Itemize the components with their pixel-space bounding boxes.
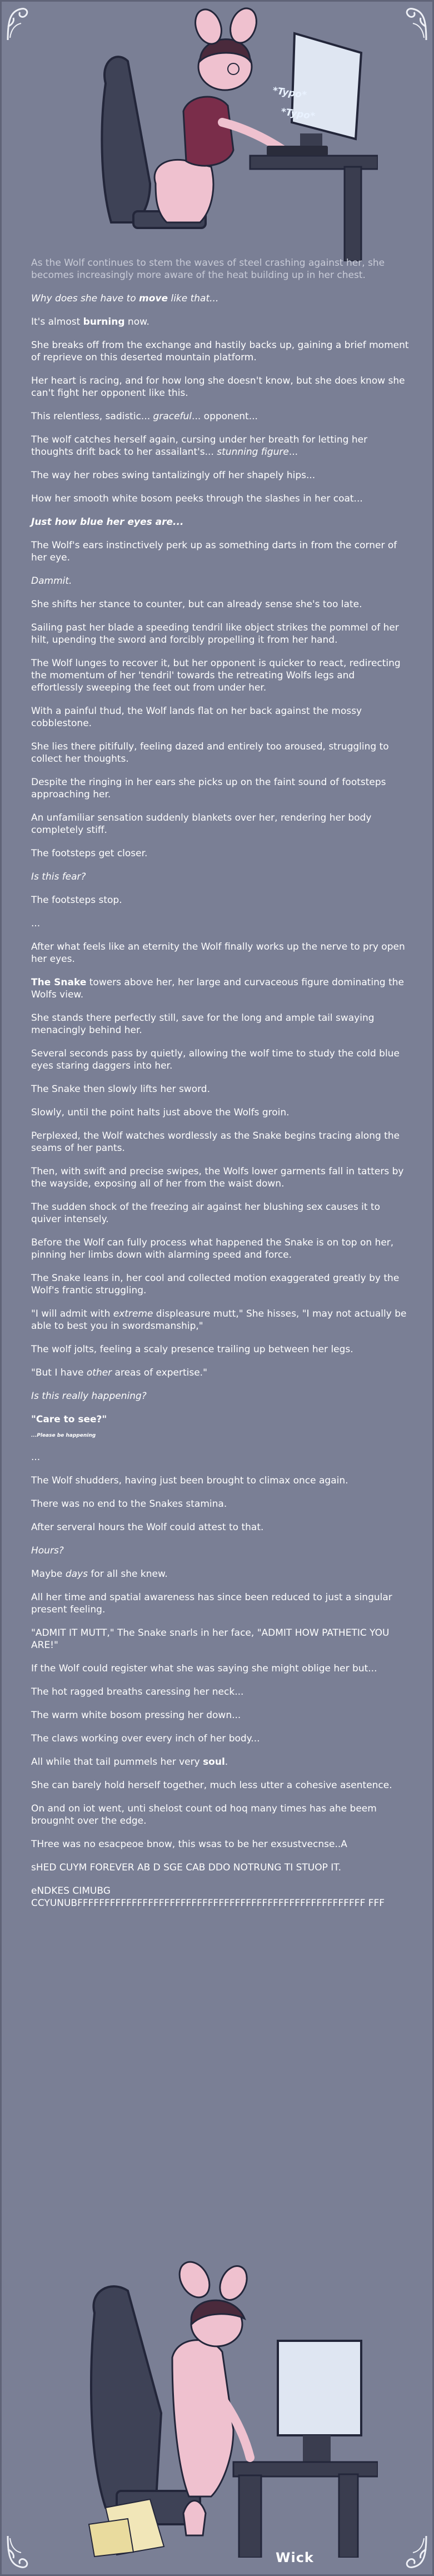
story-text-span: THree was no esacpeoe bnow, this wsas to be her exsustvecnse..A <box>31 1839 347 1850</box>
story-paragraph <box>31 1428 409 1440</box>
story-paragraph <box>31 1709 409 1721</box>
story-text-span: Her heart is racing, and for how long she doesn't know, but she does know she can't fight her opponent like this. <box>31 375 405 399</box>
story-text-span: An unfamiliar sensation suddenly blankets over her, rendering her body completely stiff. <box>31 812 372 836</box>
story-text-span: This relentless, sadistic... <box>31 411 153 422</box>
typing-sfx: *Typo* <box>272 85 307 101</box>
story-paragraph <box>31 657 409 694</box>
story-paragraph <box>31 375 409 399</box>
story-text-span: ... <box>31 1452 41 1463</box>
story-text-span: like that... <box>168 293 219 304</box>
story-paragraph <box>31 741 409 765</box>
story-paragraph <box>31 776 409 801</box>
story-text-span: The footsteps get closer. <box>31 848 148 859</box>
story-text-span: She shifts her stance to counter, but can already sense she's too late. <box>31 599 362 610</box>
story-text-span: burning <box>83 316 125 327</box>
story-text-span: "Care to see?" <box>31 1414 107 1425</box>
story-paragraph <box>31 1390 409 1402</box>
typing-sfx: *Typo* <box>280 106 316 122</box>
story-paragraph <box>31 1885 409 1909</box>
story-paragraph <box>31 410 409 423</box>
artist-signature: Wick <box>276 2550 314 2565</box>
story-text-span: other <box>86 1367 112 1378</box>
story-paragraph <box>31 1686 409 1698</box>
story-text-span: All while that tail pummels her very <box>31 1756 203 1768</box>
story-paragraph <box>31 917 409 930</box>
story-text-span: The Wolf's ears instinctively perk up as something darts in from the corner of her eye. <box>31 540 397 563</box>
story-text-span: Why does she have to <box>31 293 139 304</box>
story-paragraph <box>31 493 409 505</box>
story-paragraph <box>31 622 409 646</box>
story-paragraph <box>31 1862 409 1874</box>
story-text-span: With a painful thud, the Wolf lands flat on her back against the mossy cobblestone. <box>31 706 362 729</box>
story-text-span: The sudden shock of the freezing air against her blushing sex causes it to quiver intensely. <box>31 1202 381 1225</box>
story-paragraph <box>31 1367 409 1379</box>
story-text-span: stunning figure <box>217 446 289 458</box>
corner-flourish <box>403 2533 430 2572</box>
story-text-span: She breaks off from the exchange and hastily backs up, gaining a brief moment of reprieve on this deserted mountain platform. <box>31 340 409 363</box>
story-text-span: If the Wolf could register what she was saying she might oblige her but... <box>31 1663 377 1674</box>
story-text-span: The Snake <box>31 977 87 988</box>
story-paragraph <box>31 1451 409 1463</box>
story-text-span: Perplexed, the Wolf watches wordlessly as the Snake begins tracing along the seams of her pants. <box>31 1130 400 1154</box>
story-text-span: graceful <box>153 411 192 422</box>
story-text-span: eNDKES CIMUBG CCYUNUBFFFFFFFFFFFFFFFFFFFFFFFFFFFFFFFFFFFFFFFFFFFFFFFFFFFFF FFF <box>31 1885 385 1909</box>
story-text-span: She can barely hold herself together, much less utter a cohesive asentence. <box>31 1780 392 1791</box>
story-paragraph <box>31 1627 409 1651</box>
story-text-span: "I will admit with <box>31 1308 113 1319</box>
story-paragraph <box>31 1308 409 1332</box>
story-paragraph <box>31 812 409 836</box>
story-text-span: Sailing past her blade a speeding tendril like object strikes the pommel of her hilt, upending the sword and forcibly propelling it from her hand. <box>31 622 399 646</box>
story-text-span: There was no end to the Snakes stamina. <box>31 1498 227 1510</box>
story-paragraph <box>31 292 409 305</box>
story-text-span: On and on iot went, unti shelost count od hoq many times has ahe beem brougnht over the edge. <box>31 1803 377 1826</box>
corner-flourish <box>4 4 31 43</box>
story-paragraph <box>31 339 409 364</box>
story-paragraph <box>31 705 409 729</box>
story-paragraph <box>31 469 409 482</box>
story-text-span: All her time and spatial awareness has since been reduced to just a singular present feeling. <box>31 1592 392 1615</box>
story-paragraph <box>31 894 409 906</box>
story-paragraph <box>31 1733 409 1745</box>
story-text-span: towers above her, her large and curvaceous figure dominating the Wolfs view. <box>31 977 404 1000</box>
story-text-span: Is this really happening? <box>31 1391 147 1402</box>
story-text-span: ... <box>288 446 298 458</box>
top-illustration <box>67 0 378 261</box>
story-text-span: days <box>65 1569 88 1580</box>
story-paragraph <box>31 1838 409 1850</box>
corner-flourish <box>403 4 430 43</box>
story-paragraph <box>31 1521 409 1533</box>
story-text-span: now. <box>124 316 149 327</box>
story-paragraph <box>31 1343 409 1356</box>
story-paragraph <box>31 1012 409 1036</box>
story-text-span: The Wolf shudders, having just been brought to climax once again. <box>31 1475 348 1486</box>
story-paragraph <box>31 847 409 860</box>
story-text <box>31 257 409 1920</box>
chair-icon <box>102 57 150 222</box>
story-paragraph <box>31 434 409 458</box>
story-text-span: The way her robes swing tantalizingly off her shapely hips... <box>31 470 316 481</box>
story-paragraph <box>31 1475 409 1487</box>
story-text-span: Despite the ringing in her ears she picks up on the faint sound of footsteps approaching her. <box>31 777 386 800</box>
story-text-span: She stands there perfectly still, save for the long and ample tail swaying menacingly behind her. <box>31 1012 375 1036</box>
story-paragraph <box>31 1237 409 1261</box>
story-paragraph <box>31 516 409 528</box>
story-text-span: Slowly, until the point halts just above the Wolfs groin. <box>31 1107 290 1118</box>
story-paragraph <box>31 1568 409 1580</box>
story-text-span: Hours? <box>31 1545 64 1556</box>
story-paragraph <box>31 539 409 564</box>
story-text-span: It's almost <box>31 316 83 327</box>
story-text-span: "ADMIT IT MUTT," The Snake snarls in her face, "ADMIT HOW PATHETIC YOU ARE!" <box>31 1627 390 1651</box>
story-text-span: The Snake then slowly lifts her sword. <box>31 1084 210 1095</box>
story-text-span: ... opponent... <box>192 411 258 422</box>
chair-icon <box>91 2286 161 2508</box>
story-text-span: The claws working over every inch of her body... <box>31 1733 260 1744</box>
story-paragraph <box>31 1106 409 1119</box>
story-text-span: The wolf catches herself again, cursing under her breath for letting her thoughts drift back to her assailant's... <box>31 434 368 458</box>
story-text-span: The warm white bosom pressing her down... <box>31 1710 241 1721</box>
story-text-span: How her smooth white bosom peeks through the slashes in her coat... <box>31 493 363 504</box>
story-paragraph <box>31 1779 409 1791</box>
story-text-span: for all she knew. <box>87 1569 168 1580</box>
story-text-span: soul <box>203 1756 225 1768</box>
story-paragraph <box>31 1130 409 1154</box>
keyboard-icon <box>267 146 328 156</box>
story-paragraph <box>31 976 409 1001</box>
story-text-span: extreme <box>113 1308 153 1319</box>
story-text-span: The wolf jolts, feeling a scaly presence trailing up between her legs. <box>31 1344 353 1355</box>
story-paragraph <box>31 1413 409 1426</box>
corner-flourish <box>4 2533 31 2572</box>
story-text-span: After serveral hours the Wolf could attest to that. <box>31 1522 264 1533</box>
story-text-span: Is this fear? <box>31 871 86 882</box>
story-paragraph <box>31 941 409 965</box>
story-text-span: Before the Wolf can fully process what happened the Snake is on top on her, pinning her limbs down with alarming speed and force. <box>31 1237 394 1260</box>
story-paragraph <box>31 1165 409 1190</box>
story-text-span: Just how blue her eyes are... <box>31 517 184 528</box>
story-text-span: ...Please be happening <box>31 1433 96 1438</box>
monitor-icon <box>278 2341 361 2435</box>
story-text-span: The footsteps stop. <box>31 895 122 906</box>
bottom-illustration <box>67 2246 378 2558</box>
story-text-span: sHED CUYM FOREVER AB D SGE CAB DDO NOTRUNG TI STUOP IT. <box>31 1862 342 1873</box>
story-paragraph <box>31 316 409 328</box>
story-text-span: Maybe <box>31 1569 66 1580</box>
story-text-span: Dammit. <box>31 575 72 587</box>
story-paragraph <box>31 871 409 883</box>
story-text-span: As the Wolf continues to stem the waves of steel crashing against her, she becomes increasingly more aware of the heat building up in her chest. <box>31 257 385 281</box>
story-paragraph <box>31 1545 409 1557</box>
story-text-span: After what feels like an eternity the Wolf finally works up the nerve to pry open her eyes. <box>31 941 405 965</box>
story-paragraph <box>31 598 409 611</box>
story-paragraph <box>31 1662 409 1675</box>
story-text-span: The hot ragged breaths caressing her neck... <box>31 1686 244 1698</box>
story-text-span: Then, with swift and precise swipes, the Wolfs lower garments fall in tatters by the wayside, exposing all of her from the waist down. <box>31 1166 404 1189</box>
story-text-span: The Wolf lunges to recover it, but her opponent is quicker to react, redirecting the momentum of her 'tendril' towards the retreating Wolfs legs and effortlessly sweeping the feet out from under her. <box>31 658 401 693</box>
story-text-span: areas of expertise." <box>112 1367 207 1378</box>
monitor-icon <box>292 33 361 139</box>
story-paragraph <box>31 1201 409 1225</box>
story-paragraph <box>31 257 409 281</box>
story-paragraph <box>31 575 409 587</box>
story-text-span: Several seconds pass by quietly, allowing the wolf time to study the cold blue eyes staring daggers into her. <box>31 1048 400 1071</box>
story-paragraph <box>31 1272 409 1297</box>
story-text-span: . <box>225 1756 228 1768</box>
story-paragraph <box>31 1083 409 1095</box>
story-text-span: She lies there pitifully, feeling dazed and entirely too aroused, struggling to collect her thoughts. <box>31 741 389 765</box>
story-paragraph <box>31 1756 409 1768</box>
story-paragraph <box>31 1803 409 1827</box>
shirt-icon <box>183 97 233 166</box>
story-text-span: displeasure mutt," She hisses, "I may not actually be able to best you in swordsmanship," <box>31 1308 407 1332</box>
story-paragraph <box>31 1498 409 1510</box>
story-text-span: ... <box>31 918 41 929</box>
story-text-span: The Snake leans in, her cool and collected motion exaggerated greatly by the Wolf's frantic struggling. <box>31 1273 400 1296</box>
story-paragraph <box>31 1591 409 1616</box>
story-text-span: "But I have <box>31 1367 87 1378</box>
story-paragraph <box>31 1048 409 1072</box>
story-text-span: move <box>139 293 168 304</box>
